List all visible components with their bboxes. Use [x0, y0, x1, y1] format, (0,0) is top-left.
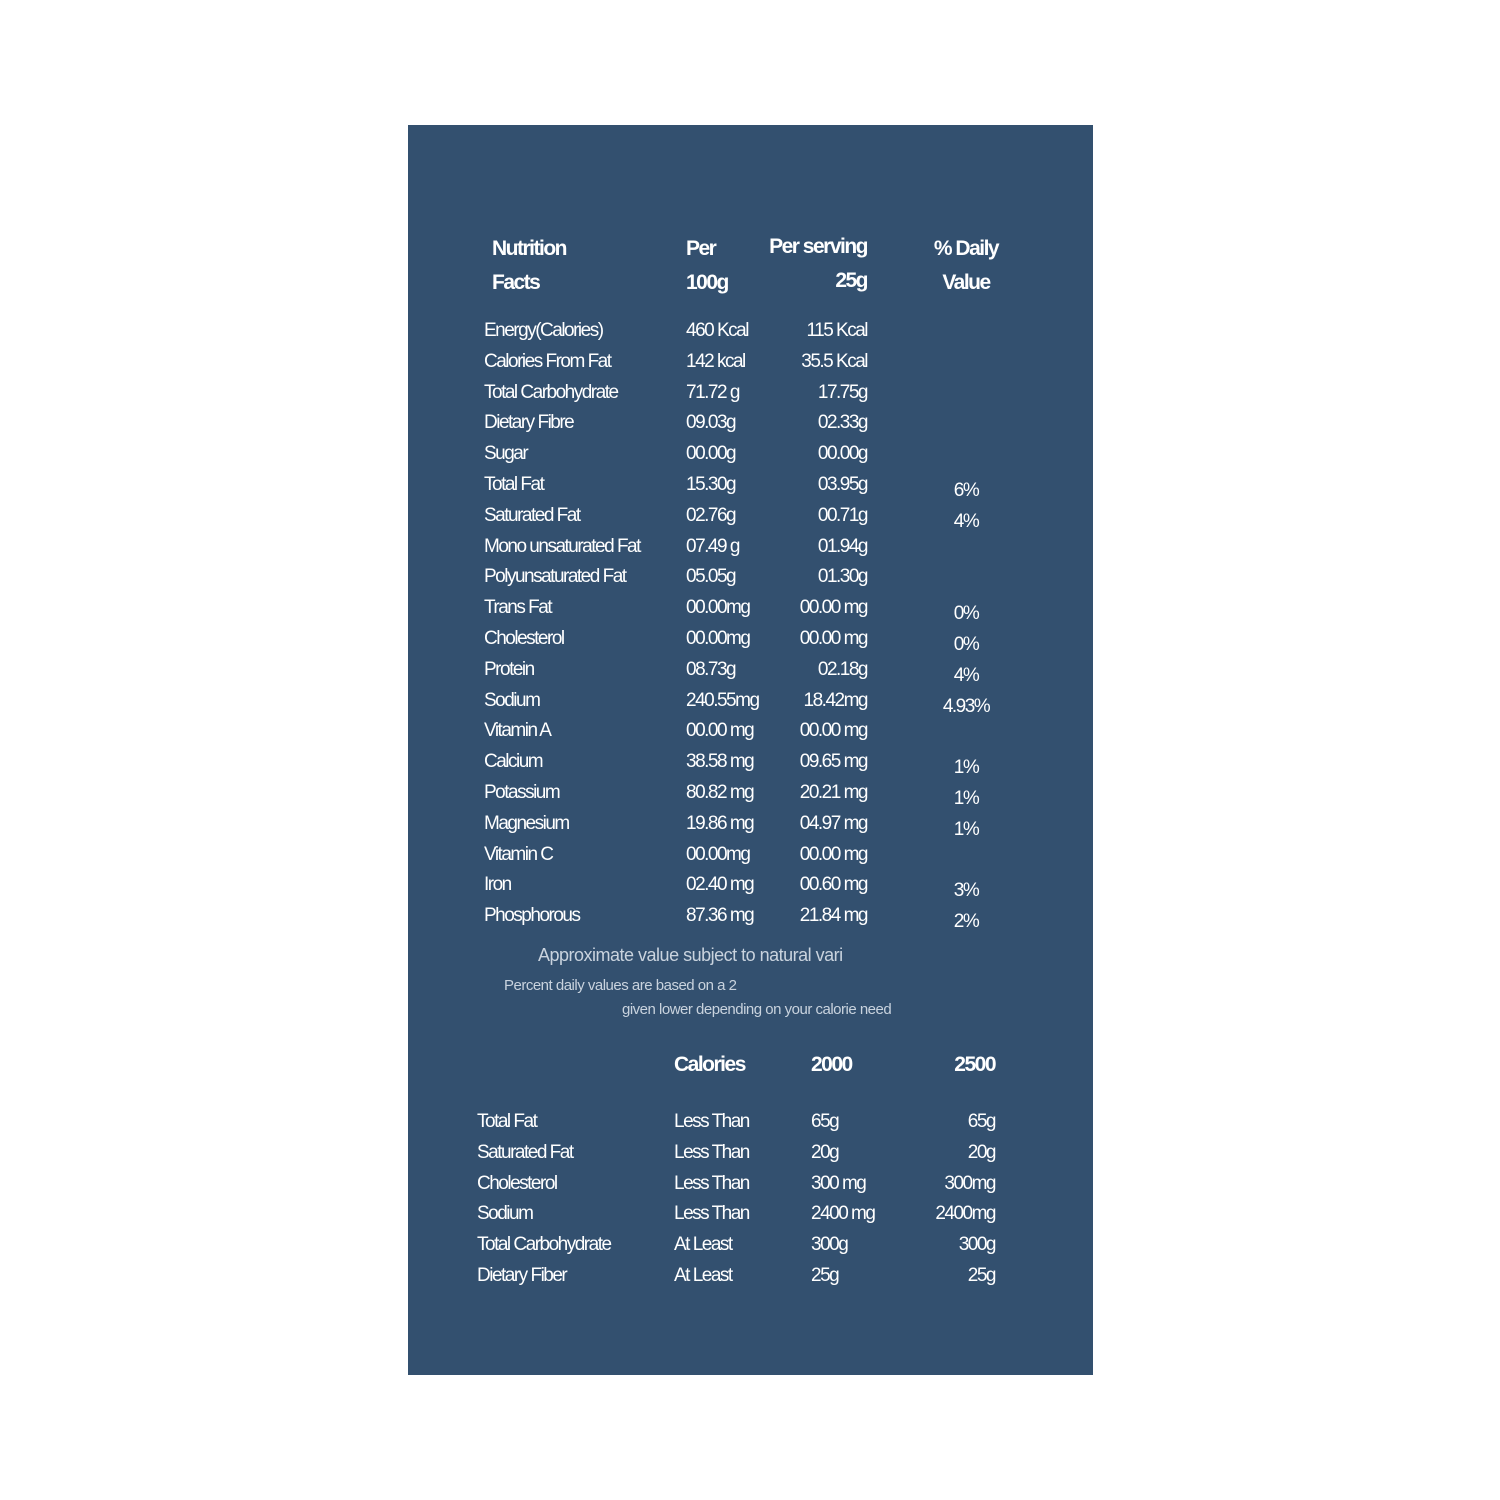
nutrient-row — [408, 320, 1093, 350]
daily-value-2000: 20g — [811, 1141, 839, 1163]
nutrient-name: Vitamin A — [484, 720, 551, 742]
header-daily: % Daily — [933, 237, 999, 260]
daily-value-2500: 65g — [967, 1111, 995, 1132]
nutrient-row — [408, 382, 1093, 412]
nutrient-name: Mono unsaturated Fat — [484, 535, 640, 557]
daily-value-2000: 25g — [811, 1265, 839, 1286]
daily-nutrient-name: Dietary Fiber — [477, 1265, 567, 1286]
nutrient-daily-value: 1% — [953, 788, 979, 809]
header-100g: 100g — [686, 271, 728, 294]
note-approximate: Approximate value subject to natural vari — [538, 945, 843, 965]
header-per: Per — [686, 237, 716, 260]
nutrient-per-serving: 00.00g — [817, 443, 867, 465]
daily-qualifier: At Least — [674, 1265, 732, 1286]
nutrient-per-100g: 87.36 mg — [686, 905, 754, 927]
daily-qualifier: Less Than — [674, 1141, 749, 1163]
daily-qualifier: Less Than — [674, 1111, 749, 1132]
daily-value-row — [408, 1265, 1093, 1295]
nutrient-name: Total Carbohydrate — [484, 381, 618, 403]
nutrient-per-serving: 115 Kcal — [806, 320, 867, 341]
nutrient-per-100g: 15.30g — [686, 474, 736, 495]
nutrient-daily-value: 0% — [953, 603, 979, 625]
nutrient-row — [408, 782, 1093, 812]
nutrient-row — [408, 751, 1093, 781]
nutrient-per-100g: 08.73g — [686, 658, 736, 680]
nutrient-name: Iron — [484, 874, 511, 896]
nutrient-row — [408, 690, 1093, 720]
daily-nutrient-name: Sodium — [477, 1203, 533, 1225]
nutrient-daily-value: 1% — [953, 757, 979, 779]
nutrient-per-100g: 07.49 g — [686, 535, 739, 557]
nutrient-per-100g: 19.86 mg — [686, 812, 754, 834]
nutrient-row — [408, 628, 1093, 658]
nutrient-per-serving: 00.60 mg — [799, 874, 867, 896]
nutrient-per-serving: 00.00 mg — [799, 843, 867, 865]
nutrient-per-100g: 00.00mg — [686, 628, 750, 649]
daily-value-2500: 2400mg — [935, 1203, 995, 1225]
nutrient-per-100g: 00.00mg — [686, 843, 750, 865]
nutrient-row — [408, 659, 1093, 689]
nutrient-per-serving: 00.00 mg — [799, 628, 867, 649]
nutrient-per-serving: 00.71g — [817, 504, 867, 526]
nutrient-per-serving: 04.97 mg — [799, 812, 867, 834]
nutrient-name: Potassium — [484, 782, 560, 803]
nutrient-name: Sugar — [484, 443, 528, 465]
nutrient-per-serving: 09.65 mg — [799, 751, 867, 773]
daily-nutrient-name: Total Carbohydrate — [477, 1234, 611, 1256]
nutrient-name: Total Fat — [484, 474, 544, 495]
nutrient-row — [408, 874, 1093, 904]
nutrient-daily-value: 4% — [953, 510, 979, 532]
nutrient-per-100g: 71.72 g — [686, 381, 739, 403]
daily-value-2500: 300mg — [944, 1172, 995, 1194]
nutrient-per-serving: 01.30g — [817, 566, 867, 588]
nutrient-name: Calories From Fat — [484, 350, 611, 372]
nutrient-row — [408, 474, 1093, 504]
nutrient-per-100g: 38.58 mg — [686, 751, 754, 773]
nutrient-per-serving: 18.42mg — [803, 689, 867, 711]
nutrient-per-100g: 00.00 mg — [686, 720, 754, 742]
nutrient-per-serving: 21.84 mg — [799, 905, 867, 927]
nutrient-name: Sodium — [484, 689, 540, 711]
nutrient-row — [408, 720, 1093, 750]
nutrient-row — [408, 536, 1093, 566]
header-per-serving: Per serving — [769, 235, 867, 258]
daily-value-2000: 300g — [811, 1234, 848, 1256]
nutrient-name: Saturated Fat — [484, 504, 580, 526]
nutrient-per-serving: 02.18g — [817, 658, 867, 680]
nutrient-row — [408, 351, 1093, 381]
nutrient-daily-value: 2% — [953, 911, 979, 933]
header-facts: Facts — [492, 271, 540, 294]
nutrient-per-100g: 00.00mg — [686, 597, 750, 619]
nutrient-name: Dietary Fibre — [484, 412, 574, 434]
header-nutrition: Nutrition — [492, 237, 566, 260]
daily-value-2500: 25g — [967, 1265, 995, 1286]
daily-value-row — [408, 1234, 1093, 1264]
nutrient-per-100g: 09.03g — [686, 412, 736, 434]
daily-value-row — [408, 1111, 1093, 1141]
nutrient-daily-value: 3% — [953, 880, 979, 902]
daily-nutrient-name: Saturated Fat — [477, 1141, 573, 1163]
daily-value-2500: 20g — [967, 1141, 995, 1163]
nutrient-row — [408, 813, 1093, 843]
nutrient-row — [408, 412, 1093, 442]
nutrient-name: Magnesium — [484, 812, 569, 834]
daily-nutrient-name: Total Fat — [477, 1111, 537, 1132]
daily-nutrient-name: Cholesterol — [477, 1172, 557, 1194]
nutrient-daily-value: 4.93% — [942, 695, 990, 717]
daily-value-2000: 300 mg — [811, 1172, 866, 1194]
nutrient-daily-value: 1% — [953, 818, 979, 840]
nutrient-per-100g: 80.82 mg — [686, 782, 754, 803]
nutrient-per-serving: 35.5 Kcal — [801, 350, 867, 372]
daily-value-2000: 2400 mg — [811, 1203, 875, 1225]
nutrient-row — [408, 597, 1093, 627]
daily-qualifier: At Least — [674, 1234, 732, 1256]
daily-qualifier: Less Than — [674, 1203, 749, 1225]
nutrient-name: Vitamin C — [484, 843, 553, 865]
nutrient-per-100g: 02.40 mg — [686, 874, 754, 896]
nutrient-per-100g: 460 Kcal — [686, 320, 748, 341]
nutrient-row — [408, 443, 1093, 473]
nutrient-per-serving: 02.33g — [817, 412, 867, 434]
nutrient-name: Phosphorous — [484, 905, 580, 927]
daily-value-row — [408, 1203, 1093, 1233]
nutrient-name: Cholesterol — [484, 628, 564, 649]
nutrient-row — [408, 566, 1093, 596]
daily-value-2500: 300g — [958, 1234, 995, 1256]
daily-qualifier: Less Than — [674, 1172, 749, 1194]
nutrient-daily-value: 4% — [953, 664, 979, 686]
nutrient-per-serving: 20.21 mg — [799, 782, 867, 803]
note-percent: Percent daily values are based on a 2 — [504, 977, 737, 994]
nutrient-per-100g: 142 kcal — [686, 350, 745, 372]
note-calorie-needs: given lower depending on your calorie need — [622, 1001, 892, 1018]
nutrient-row — [408, 905, 1093, 935]
nutrient-per-100g: 240.55mg — [686, 689, 759, 711]
header-value: Value — [942, 271, 990, 294]
nutrient-per-serving: 17.75g — [817, 381, 867, 403]
daily-header-2000: 2000 — [811, 1053, 852, 1076]
nutrient-name: Calcium — [484, 751, 543, 773]
nutrient-row — [408, 844, 1093, 874]
nutrient-per-serving: 00.00 mg — [799, 597, 867, 619]
nutrient-name: Trans Fat — [484, 597, 552, 619]
nutrient-per-100g: 02.76g — [686, 504, 736, 526]
daily-value-2000: 65g — [811, 1111, 839, 1132]
nutrient-daily-value: 6% — [953, 480, 979, 501]
nutrient-name: Protein — [484, 658, 534, 680]
header-25g: 25g — [835, 269, 867, 292]
nutrient-per-serving: 01.94g — [817, 535, 867, 557]
nutrient-name: Energy(Calories) — [484, 320, 603, 341]
nutrient-per-100g: 05.05g — [686, 566, 736, 588]
daily-value-row — [408, 1142, 1093, 1172]
daily-value-row — [408, 1173, 1093, 1203]
nutrient-row — [408, 505, 1093, 535]
daily-header-2500: 2500 — [954, 1053, 995, 1076]
nutrient-name: Polyunsaturated Fat — [484, 566, 626, 588]
nutrient-daily-value: 0% — [953, 634, 979, 655]
nutrition-panel — [408, 125, 1093, 1375]
nutrient-per-serving: 00.00 mg — [799, 720, 867, 742]
nutrient-per-serving: 03.95g — [817, 474, 867, 495]
nutrient-per-100g: 00.00g — [686, 443, 736, 465]
daily-header-calories: Calories — [674, 1053, 745, 1076]
